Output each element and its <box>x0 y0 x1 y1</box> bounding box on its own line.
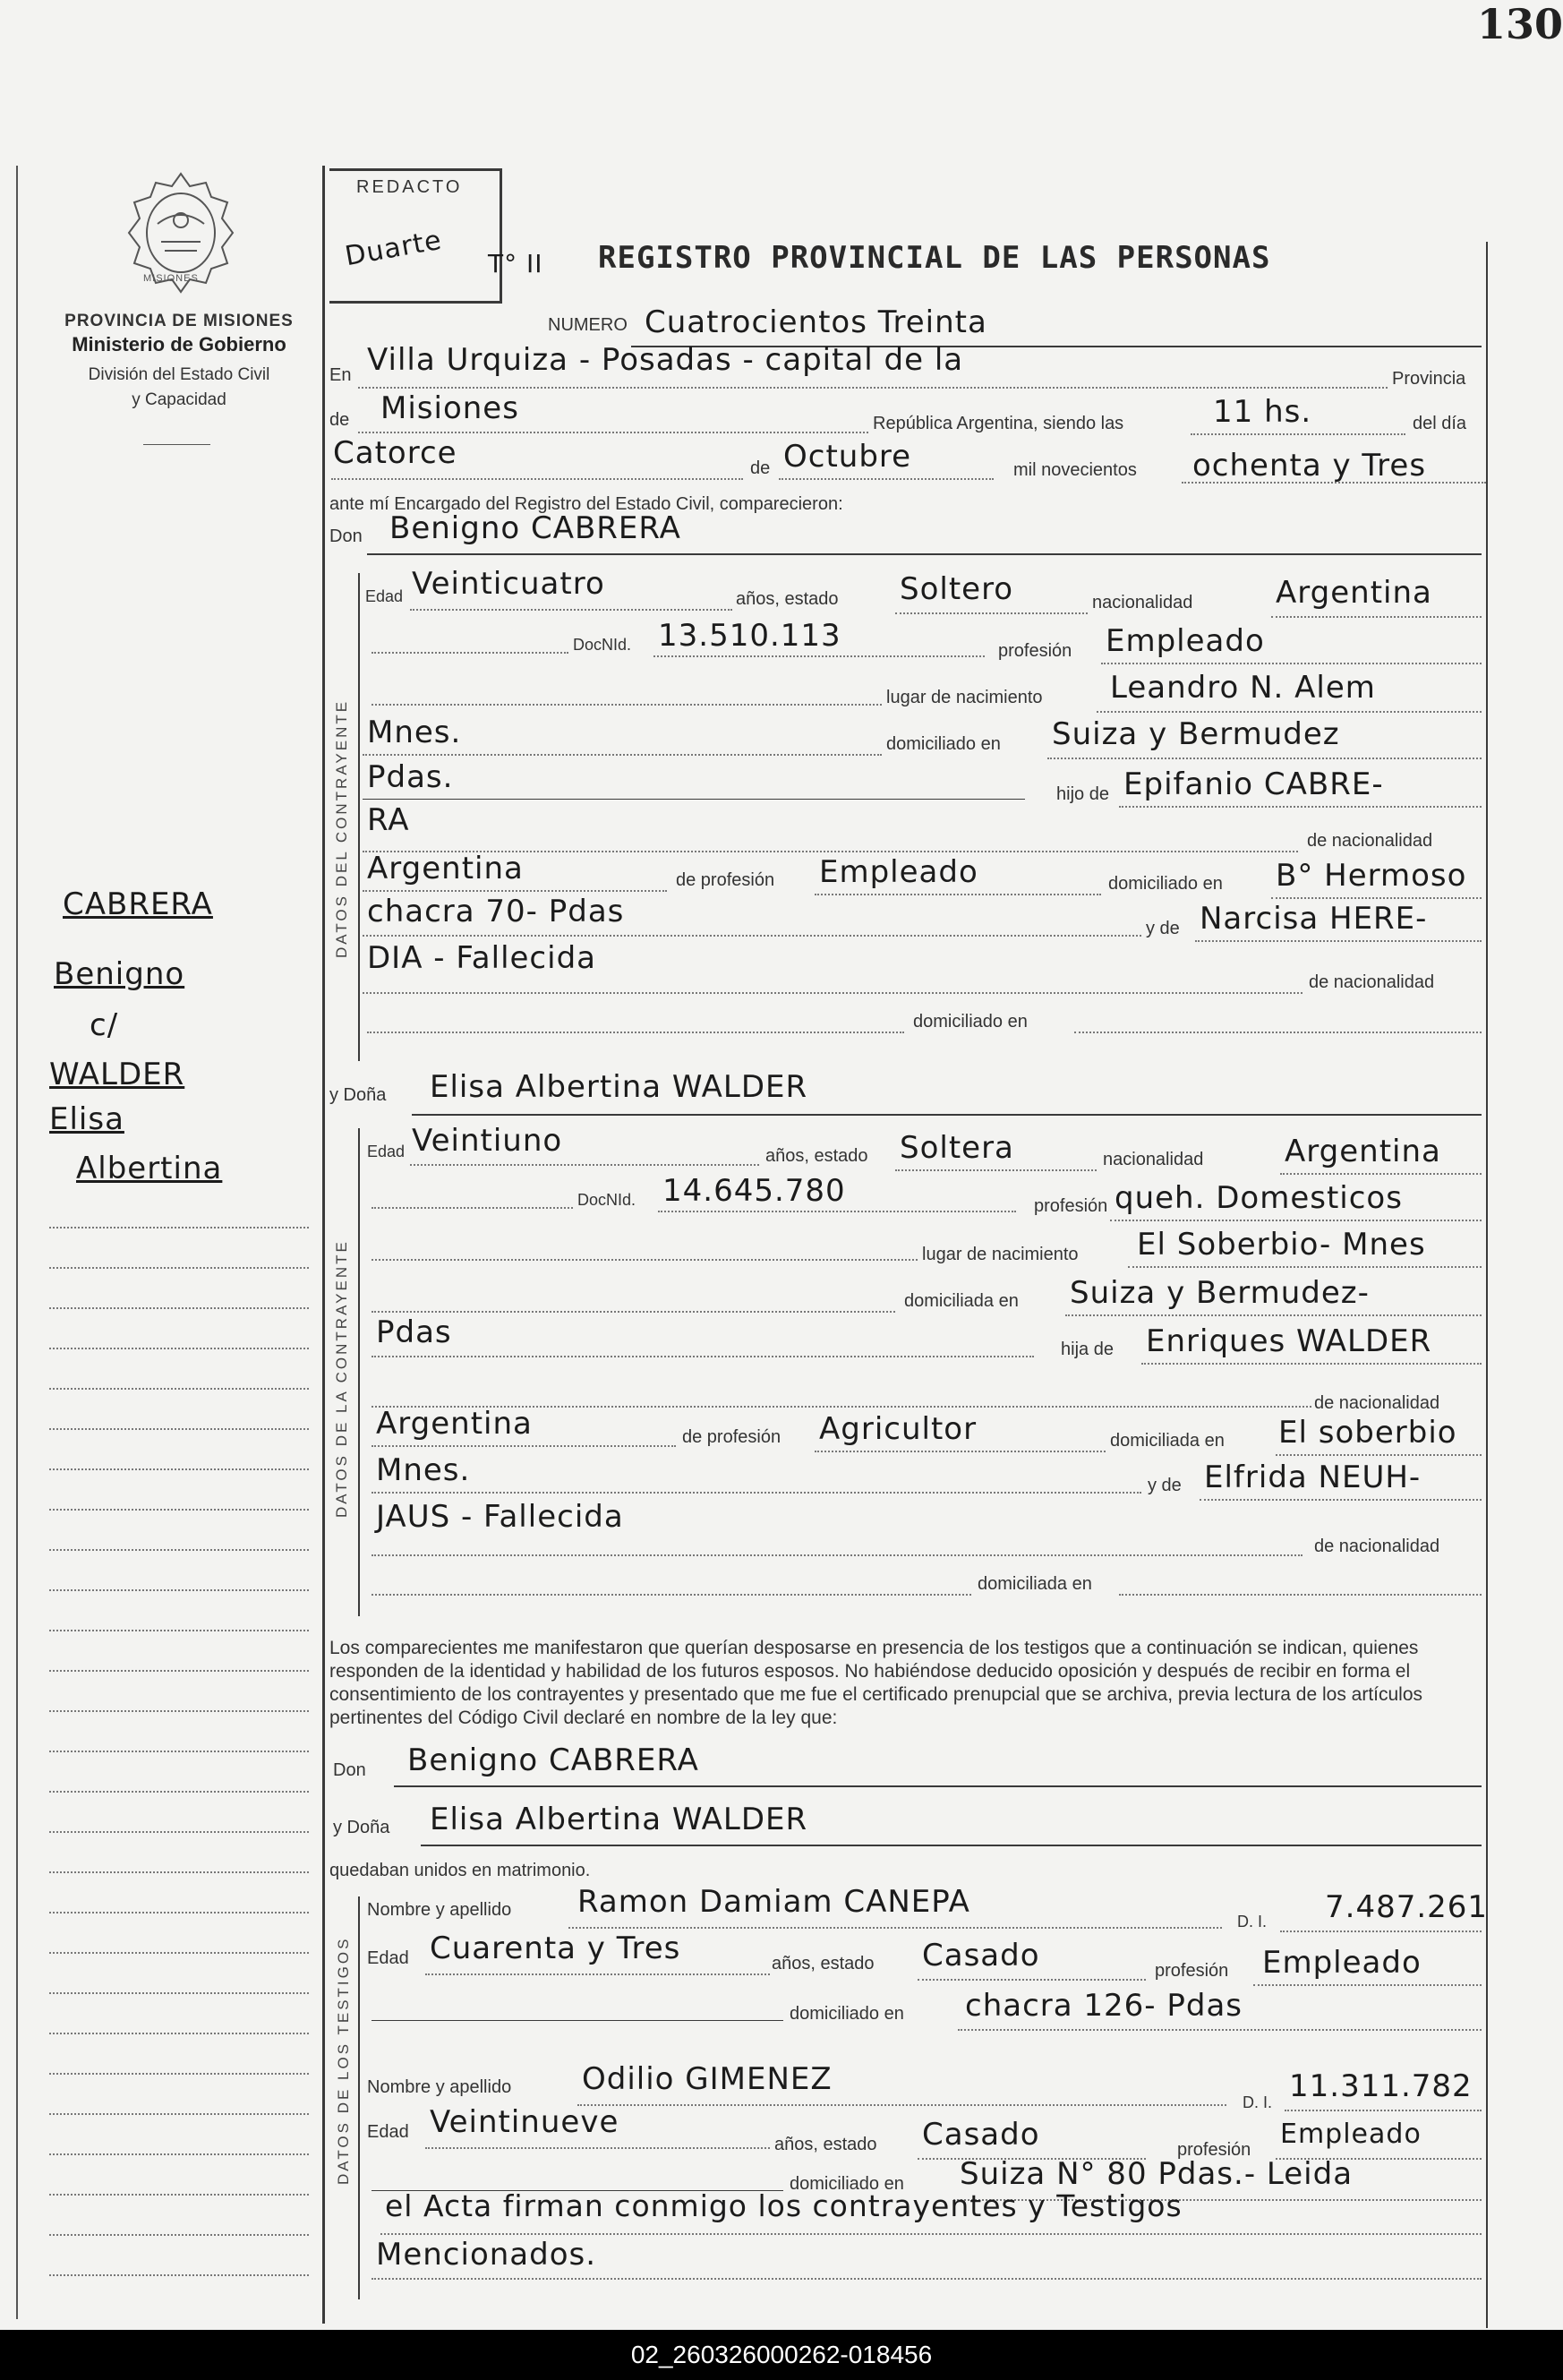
act-place: Villa Urquiza - Posadas - capital de la <box>367 342 964 378</box>
w1-edad-label: Edad <box>367 1948 409 1968</box>
main-column-border <box>322 166 325 2324</box>
left-margin-border <box>16 166 18 2319</box>
declaration-text: Los comparecientes me manifestaron que querían desposarse en presencia de los testigos que a continuación se indican, quienes responden de la identidad y habilidad de los futuros esposos. No habiéndose deducido oposición y después de recibir en forma el consentimiento de los contrayentes y presentado que me fue el certificado prenupcial que se archiva, previa lectura de los artículos pertinentes del Código Civil declaré en nombre de la ley que: <box>329 1638 1423 1728</box>
margin-bride-name2: Albertina <box>76 1151 223 1186</box>
bride-edad-label: Edad <box>367 1143 406 1160</box>
groom-mother2: DIA - Fallecida <box>367 940 596 976</box>
mil-label: mil novecientos <box>1013 460 1137 480</box>
w1-di: 7.487.261 <box>1325 1889 1489 1925</box>
redacto-label: REDACTO <box>356 177 463 197</box>
ante-label: ante mí Encargado del Registro del Estado Civil, comparecieron: <box>329 494 843 514</box>
w1-age: Cuarenta y Tres <box>430 1931 681 1966</box>
groom-anos-label: años, estado <box>736 589 839 609</box>
groom-address2: Pdas. <box>367 759 454 795</box>
bride-doc-label: DocNId. <box>577 1191 636 1209</box>
bride-address: Suiza y Bermudez- <box>1070 1275 1370 1311</box>
w1-anos-label: años, estado <box>772 1954 875 1973</box>
groom-address: Suiza y Bermudez <box>1052 716 1340 752</box>
republica-label: República Argentina, siendo las <box>873 414 1124 433</box>
bride-address2: Pdas <box>376 1314 452 1350</box>
w2-di: 11.311.782 <box>1289 2068 1473 2104</box>
groom-profession: Empleado <box>1106 623 1265 659</box>
groom-birthplace: Leandro N. Alem <box>1110 670 1376 706</box>
bride-profession: queh. Domesticos <box>1115 1180 1403 1216</box>
don-label: Don <box>329 527 363 546</box>
bride-y-de-label: y de <box>1148 1476 1182 1495</box>
groom-de-nac-label: de nacionalidad <box>1307 831 1433 851</box>
decl-dona-label: y Doña <box>333 1818 390 1837</box>
bride-father-addr2: Mnes. <box>376 1452 471 1488</box>
groom-father-addr: B° Hermoso <box>1276 858 1467 894</box>
w2-address: Suiza N° 80 Pdas.- Leida <box>960 2156 1354 2192</box>
bride-father-prof: Agricultor <box>819 1411 978 1447</box>
bride-age: Veintiuno <box>412 1123 563 1159</box>
decl-bride: Elisa Albertina WALDER <box>430 1802 808 1837</box>
groom-father-prof-label: de profesión <box>676 870 775 890</box>
bride-de-nac-label: de nacionalidad <box>1314 1393 1440 1413</box>
w2-dom-label: domiciliado en <box>790 2174 904 2194</box>
redacto-value: Duarte <box>342 224 445 273</box>
witness-section-border <box>358 1896 360 2299</box>
w1-address: chacra 126- Pdas <box>965 1988 1243 2024</box>
registry-title: REGISTRO PROVINCIAL DE LAS PERSONAS <box>598 240 1271 276</box>
act-hour: 11 hs. <box>1213 394 1312 430</box>
bride-father-dom-label: domiciliada en <box>1110 1431 1225 1451</box>
bride-nationality: Argentina <box>1285 1134 1441 1169</box>
groom-name: Benigno CABRERA <box>389 510 681 546</box>
bride-prof-label: profesión <box>1034 1196 1108 1216</box>
w1-prof-label: profesión <box>1155 1961 1229 1981</box>
groom-edad-label: Edad <box>365 587 404 605</box>
groom-father-dom-label: domiciliado en <box>1108 874 1223 894</box>
bride-dom-label: domiciliada en <box>904 1291 1019 1311</box>
dona-label: y Doña <box>329 1085 387 1105</box>
groom-mother: Narcisa HERE- <box>1200 901 1428 937</box>
w2-profession: Empleado <box>1280 2119 1422 2150</box>
ministry-line4: y Capacidad <box>132 390 226 409</box>
w2-estado: Casado <box>922 2117 1040 2153</box>
groom-nac-label: nacionalidad <box>1092 593 1193 612</box>
bride-mother2: JAUS - Fallecida <box>376 1499 624 1535</box>
bride-dom-label2: domiciliada en <box>978 1574 1092 1594</box>
margin-groom-surname: CABRERA <box>63 886 213 922</box>
groom-father-prof: Empleado <box>819 854 978 890</box>
groom-father-addr2: chacra 70- Pdas <box>367 894 625 929</box>
de-label2: de <box>750 458 771 478</box>
groom-father2: RA <box>367 802 410 838</box>
w2-di-label: D. I. <box>1243 2093 1273 2111</box>
w2-anos-label: años, estado <box>774 2135 877 2154</box>
w2-prof-label: profesión <box>1177 2140 1251 2160</box>
margin-groom-name: Benigno <box>54 956 185 992</box>
groom-lugar-label: lugar de nacimiento <box>886 688 1043 707</box>
divider <box>143 444 210 445</box>
numero-label: NUMERO <box>548 315 628 335</box>
document-id-footer: 02_260326000262-018456 <box>0 2330 1563 2380</box>
groom-y-de-label: y de <box>1146 919 1180 938</box>
tomo: T° II <box>488 249 543 278</box>
bride-doc: 14.645.780 <box>662 1173 846 1209</box>
bride-de-nac-label2: de nacionalidad <box>1314 1537 1440 1556</box>
groom-prof-label: profesión <box>998 641 1072 661</box>
bride-section-border <box>358 1128 360 1616</box>
act-number: Cuatrocientos Treinta <box>645 304 987 340</box>
decl-don-label: Don <box>333 1760 366 1780</box>
w1-name-label: Nombre y apellido <box>367 1900 512 1920</box>
bride-birthplace: El Soberbio- Mnes <box>1137 1227 1426 1263</box>
margin-connector: c/ <box>90 1007 119 1043</box>
w2-closing1: el Acta firman conmigo los contrayentes y Testigos <box>385 2188 1183 2223</box>
ministry-line1: PROVINCIA DE MISIONES <box>64 312 294 330</box>
ministry-line3: División del Estado Civil <box>88 365 270 384</box>
groom-age: Veinticuatro <box>412 566 605 602</box>
page-number: 130 <box>1477 0 1563 48</box>
de-label: de <box>329 410 350 430</box>
right-border <box>1486 242 1488 2328</box>
act-day: Catorce <box>333 435 457 471</box>
w2-age: Veintinueve <box>430 2104 619 2140</box>
margin-bride-name1: Elisa <box>49 1101 124 1137</box>
groom-birthplace2: Mnes. <box>367 715 462 750</box>
bride-father-prof-label: de profesión <box>682 1427 782 1447</box>
margin-bride-surname: WALDER <box>49 1057 185 1092</box>
w1-profession: Empleado <box>1262 1945 1422 1981</box>
bride-nac-label: nacionalidad <box>1103 1150 1204 1169</box>
groom-estado: Soltero <box>900 571 1014 607</box>
bride-hija-label: hija de <box>1061 1340 1114 1359</box>
act-month: Octubre <box>783 439 912 475</box>
groom-section-border <box>358 573 360 1061</box>
w2-name-label: Nombre y apellido <box>367 2077 512 2097</box>
groom-de-nac-label2: de nacionalidad <box>1309 972 1435 992</box>
del-dia-label: del día <box>1413 414 1467 433</box>
w1-estado: Casado <box>922 1938 1040 1973</box>
decl-groom: Benigno CABRERA <box>407 1742 699 1778</box>
bride-father-addr: El soberbio <box>1278 1415 1457 1451</box>
witness-section-label: DATOS DE LOS TESTIGOS <box>335 1936 352 2185</box>
w1-di-label: D. I. <box>1237 1913 1268 1931</box>
decl-closing: quedaban unidos en matrimonio. <box>329 1861 591 1880</box>
act-province: Misiones <box>380 390 519 426</box>
bride-estado: Soltera <box>900 1130 1014 1166</box>
groom-doc-label: DocNId. <box>573 636 632 654</box>
w1-name: Ramon Damiam CANEPA <box>577 1884 970 1920</box>
w1-dom-label: domiciliado en <box>790 2004 904 2024</box>
bride-name: Elisa Albertina WALDER <box>430 1069 808 1105</box>
bride-mother: Elfrida NEUH- <box>1204 1460 1422 1495</box>
bride-anos-label: años, estado <box>765 1146 868 1166</box>
groom-father: Epifanio CABRE- <box>1123 766 1384 802</box>
ministry-line2: Ministerio de Gobierno <box>72 333 286 355</box>
w2-name: Odilio GIMENEZ <box>582 2061 833 2097</box>
w2-closing2: Mencionados. <box>376 2237 597 2273</box>
groom-nationality: Argentina <box>1276 575 1432 611</box>
groom-father-nat: Argentina <box>367 851 524 886</box>
groom-doc: 13.510.113 <box>658 618 841 654</box>
bride-father: Enriques WALDER <box>1146 1323 1432 1359</box>
groom-dom-label2: domiciliado en <box>913 1012 1028 1032</box>
seal-label: MISIONES <box>143 273 199 284</box>
w2-edad-label: Edad <box>367 2122 409 2142</box>
provincia-label: Provincia <box>1392 369 1466 389</box>
bride-section-label: DATOS DE LA CONTRAYENTE <box>333 1239 350 1518</box>
act-year: ochenta y Tres <box>1192 448 1427 484</box>
groom-hijo-label: hijo de <box>1056 784 1109 804</box>
en-label: En <box>329 365 352 385</box>
groom-section-label: DATOS DEL CONTRAYENTE <box>333 698 350 958</box>
groom-dom-label: domiciliado en <box>886 734 1001 754</box>
bride-lugar-label: lugar de nacimiento <box>922 1245 1079 1264</box>
bride-father-nat: Argentina <box>376 1406 533 1442</box>
